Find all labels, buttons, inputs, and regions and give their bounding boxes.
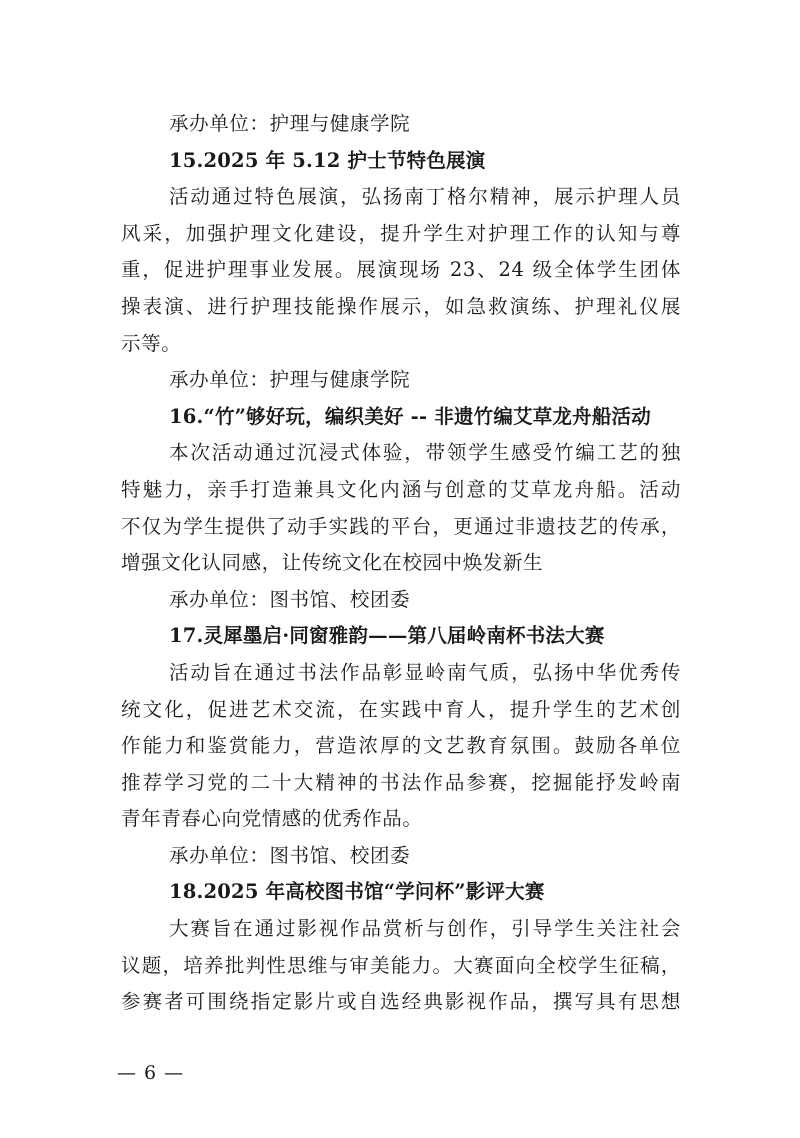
- paragraph-line: 风采，加强护理文化建设，提升学生对护理工作的认知与尊: [121, 221, 681, 245]
- organizer-line: 承办单位：护理与健康学院: [169, 112, 411, 135]
- paragraph-line: 推荐学习党的二十大精神的书法作品参赛，挖掘能抒发岭南: [121, 770, 681, 794]
- item-description-17: [121, 655, 681, 838]
- paragraph-line: 本次活动通过沉浸式体验，带领学生感受竹编工艺的独: [169, 441, 681, 465]
- item-heading-17: 17.灵犀墨启·同窗雅韵——第八届岭南杯书法大赛: [169, 624, 605, 648]
- item-description-15: [121, 179, 681, 362]
- paragraph-line: 议题，培养批判性思维与审美能力。大赛面向全校学生征稿，: [121, 953, 681, 977]
- organizer-line: 承办单位：图书馆、校团委: [169, 843, 411, 867]
- paragraph-line: 活动旨在通过书法作品彰显岭南气质，弘扬中华优秀传: [169, 660, 681, 684]
- organizer-line: 承办单位：图书馆、校团委: [169, 587, 411, 611]
- document-body: [121, 106, 681, 1021]
- paragraph-line: 参赛者可围绕指定影片或自选经典影视作品，撰写具有思想: [121, 990, 681, 1014]
- item-heading-16: 16.“竹”够好玩，编织美好 -- 非遗竹编艾草龙舟船活动: [169, 404, 651, 428]
- item-description-16: [121, 435, 681, 581]
- paragraph-line: 活动通过特色展演，弘扬南丁格尔精神，展示护理人员: [169, 185, 681, 209]
- item-heading-18: 18.2025 年高校图书馆“学问杯”影评大赛: [169, 880, 545, 904]
- paragraph-line: 统文化，促进艺术交流，在实践中育人，提升学生的艺术创: [121, 697, 681, 721]
- paragraph-line: 青年青春心向党情感的优秀作品。: [121, 807, 423, 831]
- paragraph-line: 重，促进护理事业发展。展演现场 23、24 级全体学生团体: [121, 258, 681, 282]
- item-heading-15: 15.2025 年 5.12 护士节特色展演: [169, 148, 486, 172]
- paragraph-line: 特魅力，亲手打造兼具文化内涵与创意的艾草龙舟船。活动: [121, 477, 681, 501]
- page-number: — 6 —: [117, 1062, 185, 1084]
- organizer-line: 承办单位：护理与健康学院: [169, 368, 411, 392]
- paragraph-line: 作能力和鉴赏能力，营造浓厚的文艺教育氛围。鼓励各单位: [121, 734, 681, 758]
- paragraph-line: 增强文化认同感，让传统文化在校园中焕发新生: [121, 551, 544, 575]
- item-description-18: [121, 911, 681, 1021]
- paragraph-line: 大赛旨在通过影视作品赏析与创作，引导学生关注社会: [169, 917, 681, 941]
- paragraph-line: 操表演、进行护理技能操作展示，如急救演练、护理礼仪展: [121, 294, 681, 318]
- paragraph-line: 示等。: [121, 331, 182, 355]
- paragraph-line: 不仅为学生提供了动手实践的平台，更通过非遗技艺的传承，: [121, 514, 681, 538]
